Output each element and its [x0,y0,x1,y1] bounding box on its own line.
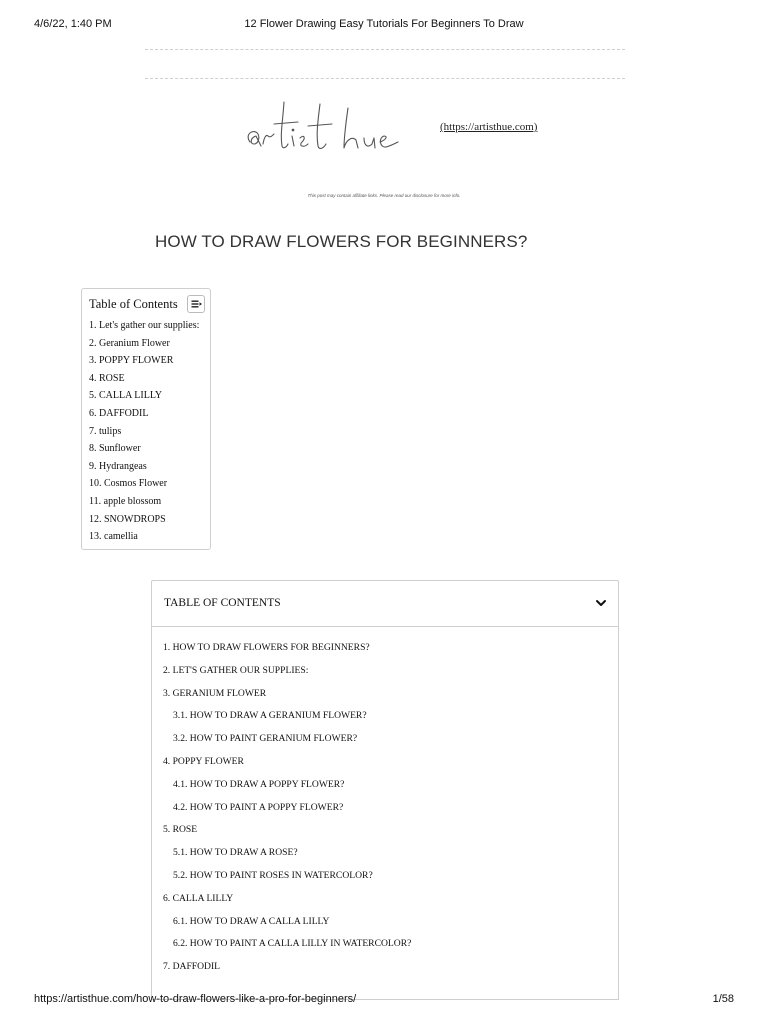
divider [145,49,625,50]
toc-widget-item[interactable]: 10. Cosmos Flower [89,478,168,490]
toc-subitem[interactable]: 3.1. HOW TO DRAW A GERANIUM FLOWER? [173,710,367,722]
toc-widget-item[interactable]: 13. camellia [89,531,138,543]
toc-subitem[interactable]: 6.2. HOW TO PAINT A CALLA LILLY IN WATERCOLOR? [173,938,412,950]
toc-widget-item[interactable]: 11. apple blossom [89,495,162,507]
page-title: HOW TO DRAW FLOWERS FOR BEGINNERS? [155,232,528,251]
toc-item[interactable]: 7. DAFFODIL [163,961,221,973]
toc-widget-item[interactable]: 12. SNOWDROPS [89,513,166,525]
toc-subitem[interactable]: 4.2. HOW TO PAINT A POPPY FLOWER? [173,801,344,813]
list-toggle-icon [188,296,204,312]
toc-widget-item[interactable]: 8. Sunflower [89,443,141,455]
toc-widget-item[interactable]: 3. POPPY FLOWER [89,355,174,367]
toc-widget-item[interactable]: 1. Let's gather our supplies: [89,320,200,331]
toc-widget-item[interactable]: 9. Hydrangeas [89,460,147,472]
toc-widget-toggle-button[interactable] [187,295,205,313]
toc-item[interactable]: 1. HOW TO DRAW FLOWERS FOR BEGINNERS? [163,642,370,653]
toc-subitem[interactable]: 5.2. HOW TO PAINT ROSES IN WATERCOLOR? [173,869,373,881]
toc-subitem[interactable]: 5.1. HOW TO DRAW A ROSE? [173,847,298,859]
logo-link[interactable]: (https://artisthue.com) [440,121,538,133]
toc-subitem[interactable]: 4.1. HOW TO DRAW A POPPY FLOWER? [173,778,345,790]
toc-item[interactable]: 3. GERANIUM FLOWER [163,687,267,699]
affiliate-disclaimer: This post may contain affiliate links. Please read our disclosure for more info. [307,193,461,198]
toc-widget-item[interactable]: 6. DAFFODIL [89,407,149,419]
toc-widget [81,288,211,550]
chevron-down-icon[interactable] [594,596,608,610]
toc-item[interactable]: 2. LET'S GATHER OUR SUPPLIES: [163,664,309,676]
toc-widget-item[interactable]: 5. CALLA LILLY [89,390,163,402]
toc-widget-title: Table of Contents [89,297,178,311]
toc-item[interactable]: 6. CALLA LILLY [163,892,234,904]
toc-widget-item[interactable]: 4. ROSE [89,372,125,384]
artist-hue-logo[interactable] [228,94,438,162]
toc-widget-item[interactable]: 2. Geranium Flower [89,337,170,349]
toc-widget-item[interactable]: 7. tulips [89,425,122,437]
toc-list [163,641,411,983]
toc-title: TABLE OF CONTENTS [164,597,281,609]
print-url: https://artisthue.com/how-to-draw-flowers-like-a-pro-for-beginners/ [34,993,357,1005]
print-datetime: 4/6/22, 1:40 PM [34,18,112,30]
toc-subitem[interactable]: 3.2. HOW TO PAINT GERANIUM FLOWER? [173,733,358,745]
divider [145,78,625,79]
toc-item[interactable]: 4. POPPY FLOWER [163,755,244,767]
toc-widget-list [89,319,199,548]
toc-subitem[interactable]: 6.1. HOW TO DRAW A CALLA LILLY [173,915,330,927]
print-doc-title: 12 Flower Drawing Easy Tutorials For Beginners To Draw [244,18,524,30]
toc-header[interactable] [152,581,618,627]
toc-item[interactable]: 5. ROSE [163,824,198,836]
table-of-contents [151,580,619,1000]
page-number: 1/58 [712,993,734,1005]
